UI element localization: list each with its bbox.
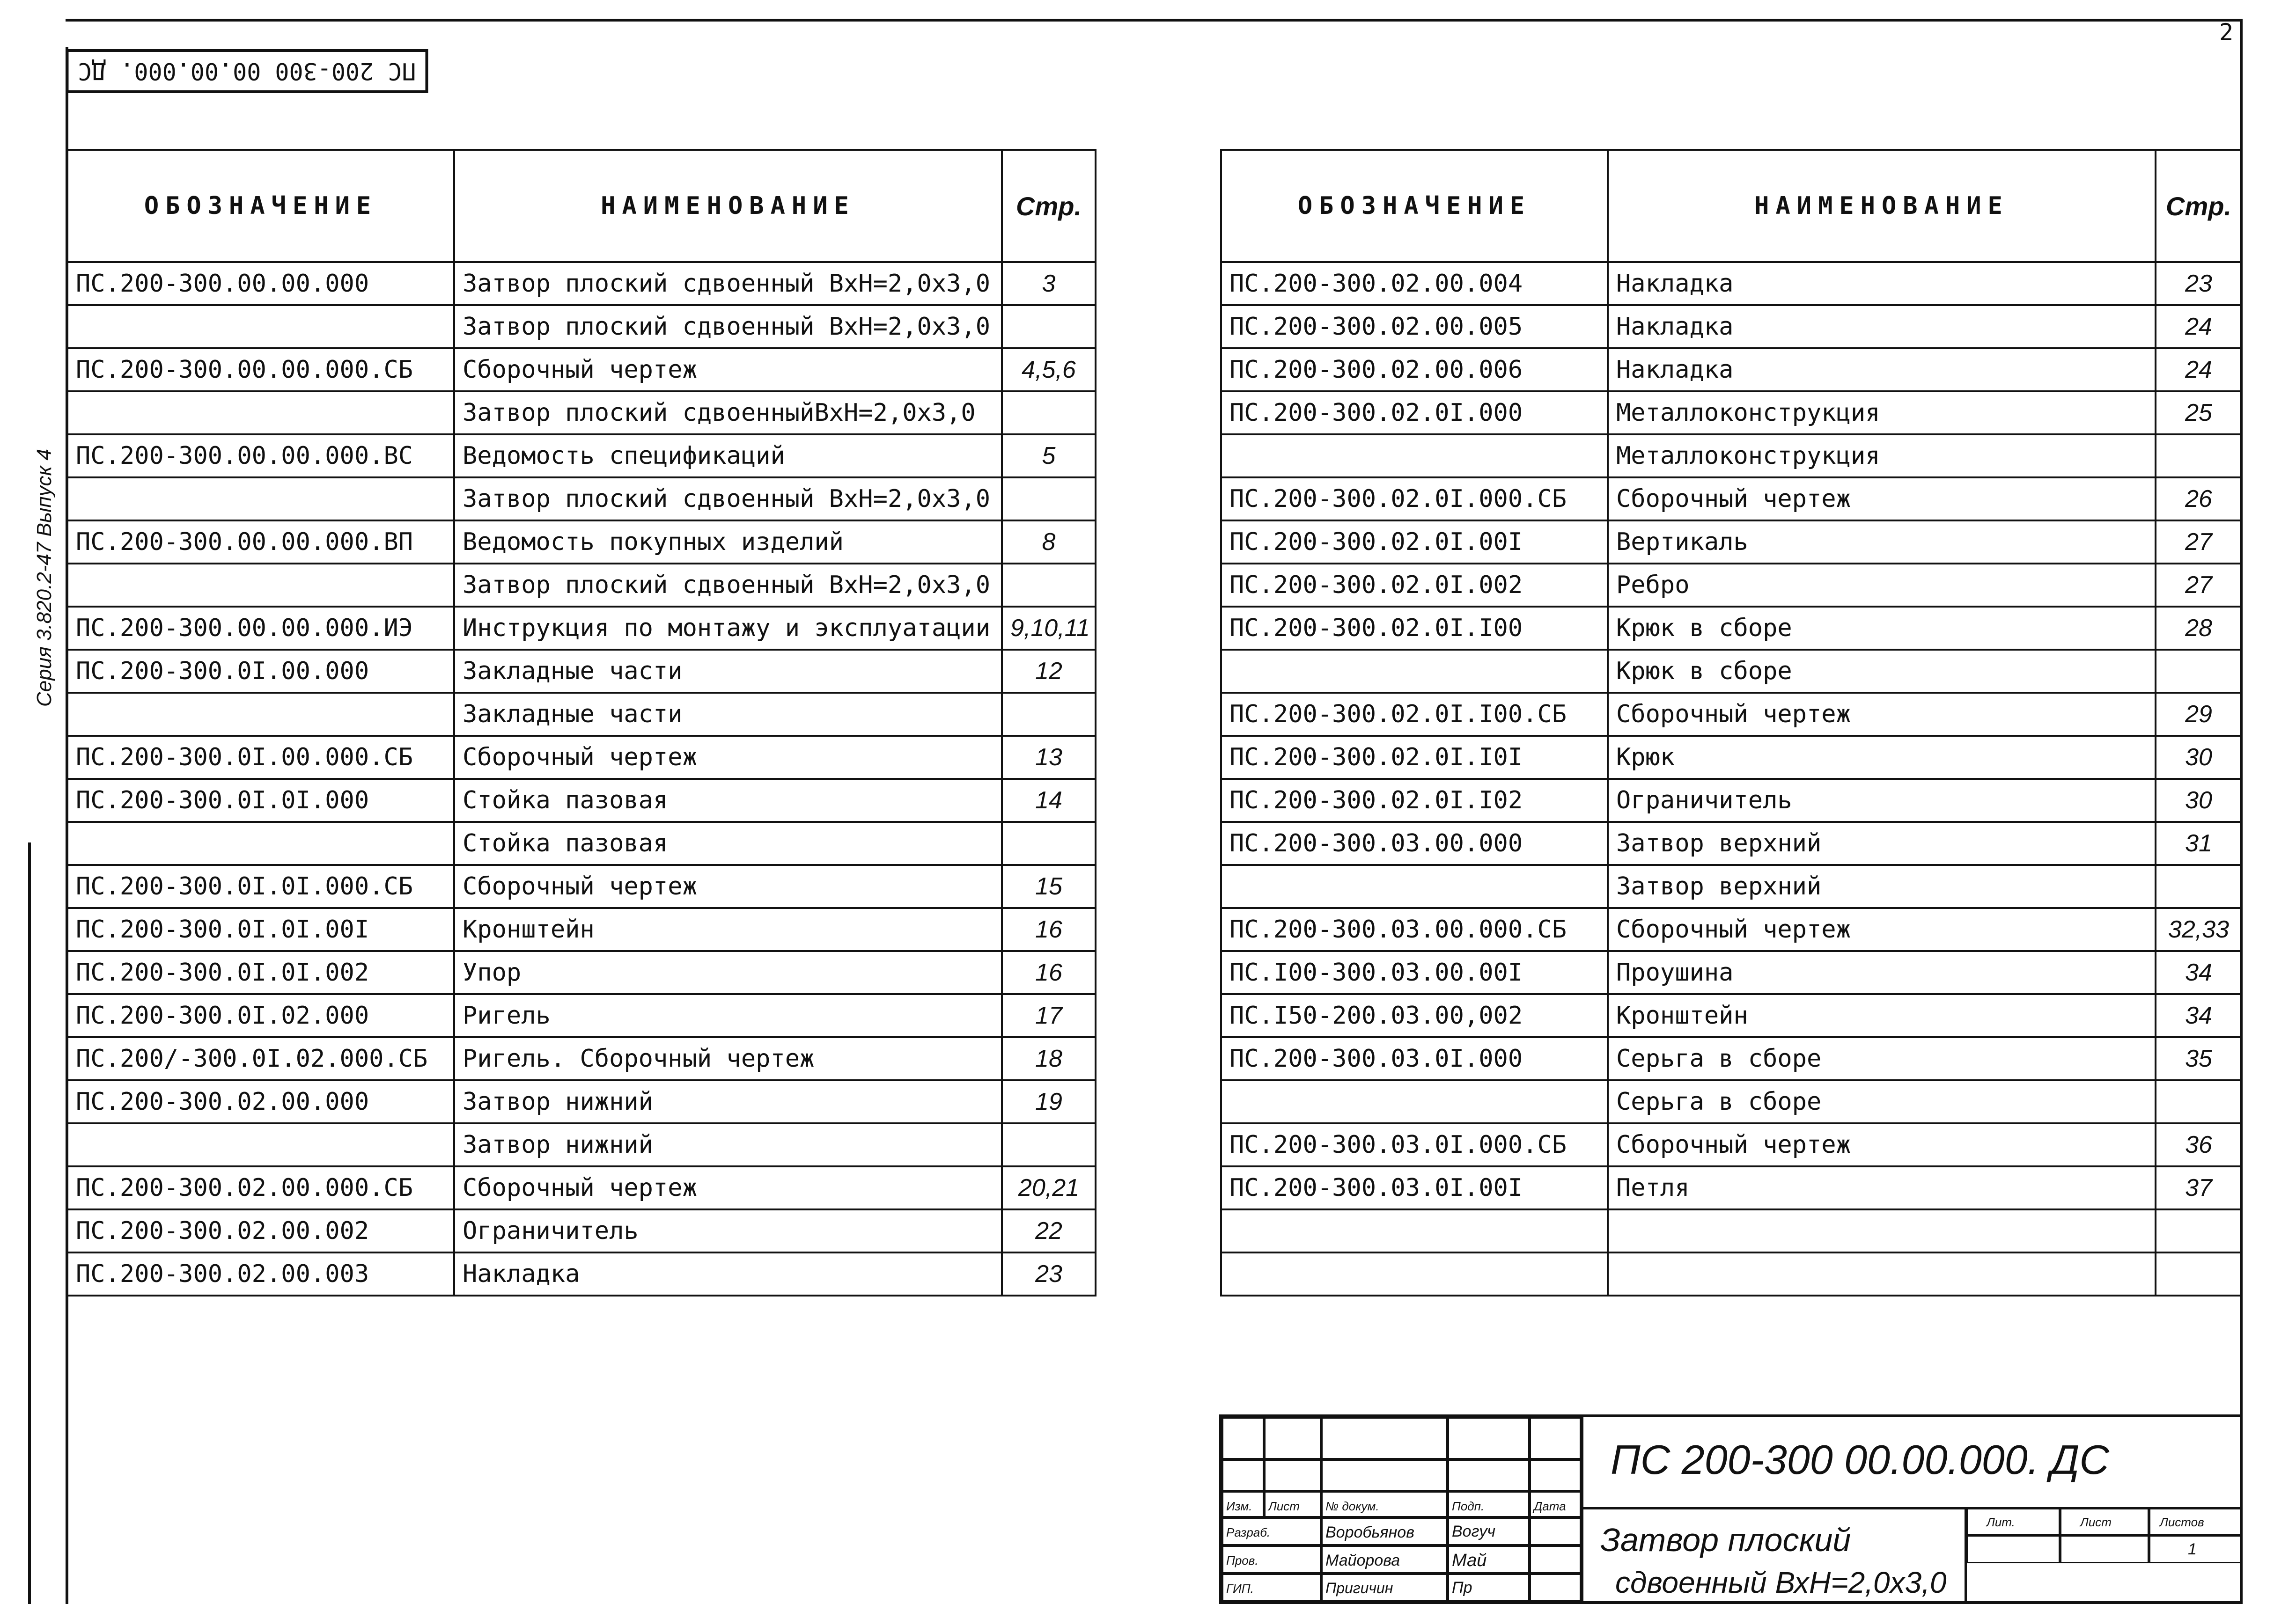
cell-name: Ограничитель [1608,779,2156,822]
table-row [67,822,1096,865]
tb-row-blank [1530,1417,1581,1459]
table-row [1221,477,2242,520]
tb-lit-label: Лит. [1966,1507,2060,1535]
header-code: ОБОЗНАЧЕНИЕ [1221,150,1608,262]
tb-row-blank [1222,1417,1264,1459]
cell-name: Затвор нижний [454,1080,1002,1123]
table-row [1221,951,2242,994]
table-row [67,908,1096,951]
cell-page: 14 [1002,779,1096,822]
cell-name: Затвор плоский сдвоенный ВхН=2,0х3,0 [454,477,1002,520]
cell-code: ПС.200-300.02.0I.I0I [1221,736,1608,779]
tb-date [1530,1545,1581,1574]
cell-name: Сборочный чертеж [454,736,1002,779]
frame-top-line [66,19,2243,22]
tb-divider-vertical [1965,1507,1967,1604]
table-row [1221,865,2242,908]
cell-code: ПС.200-300.02.00.000.СБ [67,1166,454,1209]
cell-page [1002,305,1096,348]
cell-code: ПС.200-300.02.0I.I00.СБ [1221,693,1608,736]
cell-name: Ригель. Сборочный чертеж [454,1037,1002,1080]
tb-row-blank [1222,1459,1264,1491]
cell-code: ПС.200-300.02.0I.002 [1221,564,1608,607]
cell-code [67,477,454,520]
table-row [67,434,1096,477]
tb-lit-value [1966,1535,2060,1563]
cell-page: 20,21 [1002,1166,1096,1209]
cell-code [67,564,454,607]
tb-col-sign: Подп. [1448,1491,1530,1517]
table-row [67,520,1096,564]
tb-role: Пров. [1222,1545,1321,1574]
cell-page: 37 [2156,1166,2242,1209]
cell-page [2156,1080,2242,1123]
table-row [1221,994,2242,1037]
tb-col-izm: Изм. [1222,1491,1264,1517]
cell-page [1002,477,1096,520]
tb-row-blank [1321,1459,1448,1491]
table-row [1221,305,2242,348]
tb-col-doc: № докум. [1321,1491,1448,1517]
cell-code: ПС.200-300.02.00.003 [67,1252,454,1296]
cell-name: Инструкция по монтажу и эксплуатации [454,607,1002,650]
table-row [1221,1252,2242,1296]
tb-signature: Май [1448,1545,1530,1574]
header-code: ОБОЗНАЧЕНИЕ [67,150,454,262]
table-row [1221,262,2242,305]
cell-page [1002,564,1096,607]
cell-code: ПС.200-300.00.00.000.ИЭ [67,607,454,650]
table-row [67,305,1096,348]
cell-name: Закладные части [454,693,1002,736]
sheet-number: 2 [2219,19,2234,46]
header-name: НАИМЕНОВАНИЕ [1608,150,2156,262]
cell-code: ПС.200-300.03.00.000.СБ [1221,908,1608,951]
table-row [1221,1209,2242,1252]
table-row [1221,434,2242,477]
table-row [67,779,1096,822]
cell-page: 4,5,6 [1002,348,1096,391]
cell-name: Кронштейн [454,908,1002,951]
cell-code: ПС.200-300.02.0I.000 [1221,391,1608,434]
cell-page: 8 [1002,520,1096,564]
cell-name: Сборочный чертеж [454,1166,1002,1209]
tb-row-blank [1264,1417,1321,1459]
table-row [1221,348,2242,391]
cell-page: 5 [1002,434,1096,477]
cell-page: 13 [1002,736,1096,779]
cell-code [1221,1080,1608,1123]
cell-name: Затвор плоский сдвоенный ВхН=2,0х3,0 [454,262,1002,305]
cell-name: Упор [454,951,1002,994]
table-row [67,994,1096,1037]
cell-code [1221,865,1608,908]
tb-signature: Пр [1448,1574,1530,1602]
cell-page: 24 [2156,305,2242,348]
tb-date [1530,1574,1581,1602]
cell-page [2156,650,2242,693]
cell-page [2156,1252,2242,1296]
cell-page: 22 [1002,1209,1096,1252]
tb-row-blank [1264,1459,1321,1491]
cell-page: 28 [2156,607,2242,650]
tb-sheets-value: 1 [2149,1535,2243,1563]
tb-row-blank [1448,1417,1530,1459]
cell-code: ПС.200-300.02.00.005 [1221,305,1608,348]
cell-page: 35 [2156,1037,2242,1080]
table-row [67,1123,1096,1166]
table-row [67,607,1096,650]
tb-signature: Вогуч [1448,1517,1530,1545]
cell-code: ПС.I00-300.03.00.00I [1221,951,1608,994]
cell-page: 34 [2156,951,2242,994]
cell-name: Затвор плоский сдвоенный ВхН=2,0х3,0 [454,305,1002,348]
cell-page: 30 [2156,736,2242,779]
tb-col-date: Дата [1530,1491,1581,1517]
table-row [1221,1037,2242,1080]
cell-name: Крюк [1608,736,2156,779]
cell-page: 27 [2156,520,2242,564]
cell-code: ПС.200-300.00.00.000.ВП [67,520,454,564]
tb-sheet-label: Лист [2060,1507,2149,1535]
cell-page: 16 [1002,908,1096,951]
table-row [1221,736,2242,779]
cell-page [1002,1123,1096,1166]
cell-code: ПС.200-300.02.00.006 [1221,348,1608,391]
tb-name-line1: Затвор плоский [1600,1522,1851,1558]
cell-page: 17 [1002,994,1096,1037]
tb-sheets-label: Листов [2149,1507,2243,1535]
table-row [1221,1123,2242,1166]
cell-name: Металлоконструкция [1608,434,2156,477]
table-row [1221,564,2242,607]
cell-code [67,391,454,434]
tb-divider-vertical [1581,1417,1583,1604]
tb-sheet-value [2060,1535,2149,1563]
cell-name [1608,1252,2156,1296]
cell-name: Накладка [1608,305,2156,348]
left-margin-line [28,842,31,1604]
cell-name: Стойка пазовая [454,779,1002,822]
cell-name: Проушина [1608,951,2156,994]
cell-name: Накладка [1608,262,2156,305]
cell-name: Сборочный чертеж [1608,693,2156,736]
table-row [67,477,1096,520]
cell-code [1221,1252,1608,1296]
cell-name: Крюк в сборе [1608,650,2156,693]
table-row [67,1037,1096,1080]
cell-name: Сборочный чертеж [454,348,1002,391]
cell-name: Ограничитель [454,1209,1002,1252]
cell-page [1002,822,1096,865]
cell-name: Затвор верхний [1608,865,2156,908]
cell-code [1221,650,1608,693]
cell-name: Стойка пазовая [454,822,1002,865]
cell-page: 25 [2156,391,2242,434]
table-row [67,865,1096,908]
cell-code [67,1123,454,1166]
tb-designation: ПС 200-300 00.00.000. ДС [1611,1436,2110,1483]
table-row [67,1166,1096,1209]
cell-code: ПС.200-300.00.00.000.ВС [67,434,454,477]
cell-name: Ребро [1608,564,2156,607]
table-row [67,391,1096,434]
table-row [67,564,1096,607]
tb-row-blank [1530,1459,1581,1491]
cell-code: ПС.200-300.02.00.002 [67,1209,454,1252]
cell-name: Затвор плоский сдвоенныйВхН=2,0х3,0 [454,391,1002,434]
tb-row-blank [1321,1417,1448,1459]
cell-name: Ведомость спецификаций [454,434,1002,477]
cell-page: 18 [1002,1037,1096,1080]
cell-code [1221,434,1608,477]
cell-code: ПС.200-300.02.0I.000.СБ [1221,477,1608,520]
cell-code: ПС.200-300.02.00.004 [1221,262,1608,305]
cell-code: ПС.200-300.03.0I.000 [1221,1037,1608,1080]
cell-page: 30 [2156,779,2242,822]
cell-name: Закладные части [454,650,1002,693]
tb-date [1530,1517,1581,1545]
series-side-label: Серия 3.820.2-47 Выпуск 4 [33,449,56,707]
table-row [1221,822,2242,865]
cell-name: Серьга в сборе [1608,1037,2156,1080]
cell-code: ПС.200-300.02.0I.00I [1221,520,1608,564]
cell-page [2156,865,2242,908]
cell-code: ПС.200-300.02.00.000 [67,1080,454,1123]
table-row [1221,1166,2242,1209]
table-row [67,650,1096,693]
table-row [67,736,1096,779]
cell-name: Затвор плоский сдвоенный ВхН=2,0х3,0 [454,564,1002,607]
table-row [67,1209,1096,1252]
table-row [1221,779,2242,822]
cell-code: ПС.I50-200.03.00,002 [1221,994,1608,1037]
cell-code [67,693,454,736]
cell-code: ПС.200-300.03.00.000 [1221,822,1608,865]
cell-page: 9,10,11 [1002,607,1096,650]
tb-row-blank [1448,1459,1530,1491]
corner-stamp: ПС 200-300 00.00.000. ДС [66,49,428,93]
cell-name: Вертикаль [1608,520,2156,564]
cell-page [2156,434,2242,477]
table-header-row [1221,150,2242,262]
table-row [67,1080,1096,1123]
cell-code: ПС.200-300.02.0I.I00 [1221,607,1608,650]
tb-person: Майорова [1321,1545,1448,1574]
cell-code: ПС.200-300.02.0I.I02 [1221,779,1608,822]
cell-page: 29 [2156,693,2242,736]
cell-page: 15 [1002,865,1096,908]
cell-code: ПС.200-300.03.0I.00I [1221,1166,1608,1209]
tb-role: Разраб. [1222,1517,1321,1545]
cell-code: ПС.200-300.0I.02.000 [67,994,454,1037]
tb-col-list: Лист [1264,1491,1321,1517]
cell-page [1002,693,1096,736]
cell-page: 12 [1002,650,1096,693]
cell-code: ПС.200-300.00.00.000.СБ [67,348,454,391]
cell-name: Накладка [1608,348,2156,391]
cell-page: 23 [1002,1252,1096,1296]
table-row [67,262,1096,305]
cell-page: 34 [2156,994,2242,1037]
table-row [1221,908,2242,951]
table-row [1221,391,2242,434]
cell-page: 16 [1002,951,1096,994]
cell-name [1608,1209,2156,1252]
cell-code: ПС.200-300.0I.00.000.СБ [67,736,454,779]
cell-page: 23 [2156,262,2242,305]
spec-table-left [66,149,1096,1296]
cell-name: Металлоконструкция [1608,391,2156,434]
tb-role: ГИП. [1222,1574,1321,1602]
cell-name: Сборочный чертеж [454,865,1002,908]
cell-name: Ригель [454,994,1002,1037]
cell-code: ПС.200-300.0I.0I.002 [67,951,454,994]
cell-name: Петля [1608,1166,2156,1209]
cell-page: 31 [2156,822,2242,865]
cell-name: Крюк в сборе [1608,607,2156,650]
cell-name: Серьга в сборе [1608,1080,2156,1123]
cell-name: Ведомость покупных изделий [454,520,1002,564]
cell-code: ПС.200-300.0I.0I.000.СБ [67,865,454,908]
cell-page: 24 [2156,348,2242,391]
header-page: Стр. [2156,150,2242,262]
cell-page: 36 [2156,1123,2242,1166]
table-header-row [67,150,1096,262]
table-row [1221,650,2242,693]
table-row [1221,1080,2242,1123]
spec-table-right [1220,149,2243,1296]
cell-page: 3 [1002,262,1096,305]
cell-name: Накладка [454,1252,1002,1296]
cell-code: ПС.200-300.03.0I.000.СБ [1221,1123,1608,1166]
cell-code [67,305,454,348]
cell-page [1002,391,1096,434]
cell-code: ПС.200-300.0I.0I.000 [67,779,454,822]
cell-name: Сборочный чертеж [1608,908,2156,951]
cell-code: ПС.200/-300.0I.02.000.СБ [67,1037,454,1080]
header-page: Стр. [1002,150,1096,262]
cell-name: Затвор нижний [454,1123,1002,1166]
cell-page: 27 [2156,564,2242,607]
tb-person: Пригичин [1321,1574,1448,1602]
table-row [1221,607,2242,650]
header-name: НАИМЕНОВАНИЕ [454,150,1002,262]
cell-name: Сборочный чертеж [1608,477,2156,520]
table-row [1221,520,2242,564]
tb-person: Воробьянов [1321,1517,1448,1545]
cell-page: 26 [2156,477,2242,520]
cell-name: Сборочный чертеж [1608,1123,2156,1166]
table-row [1221,693,2242,736]
cell-page: 19 [1002,1080,1096,1123]
table-row [67,1252,1096,1296]
cell-page [2156,1209,2242,1252]
cell-code: ПС.200-300.0I.0I.00I [67,908,454,951]
table-row [67,951,1096,994]
cell-code: ПС.200-300.00.00.000 [67,262,454,305]
tb-name-line2: сдвоенный ВхН=2,0х3,0 [1615,1566,1947,1599]
table-row [67,693,1096,736]
cell-code [67,822,454,865]
table-row [67,348,1096,391]
cell-code: ПС.200-300.0I.00.000 [67,650,454,693]
cell-name: Кронштейн [1608,994,2156,1037]
cell-name: Затвор верхний [1608,822,2156,865]
cell-page: 32,33 [2156,908,2242,951]
title-block [1219,1414,2243,1604]
cell-code [1221,1209,1608,1252]
